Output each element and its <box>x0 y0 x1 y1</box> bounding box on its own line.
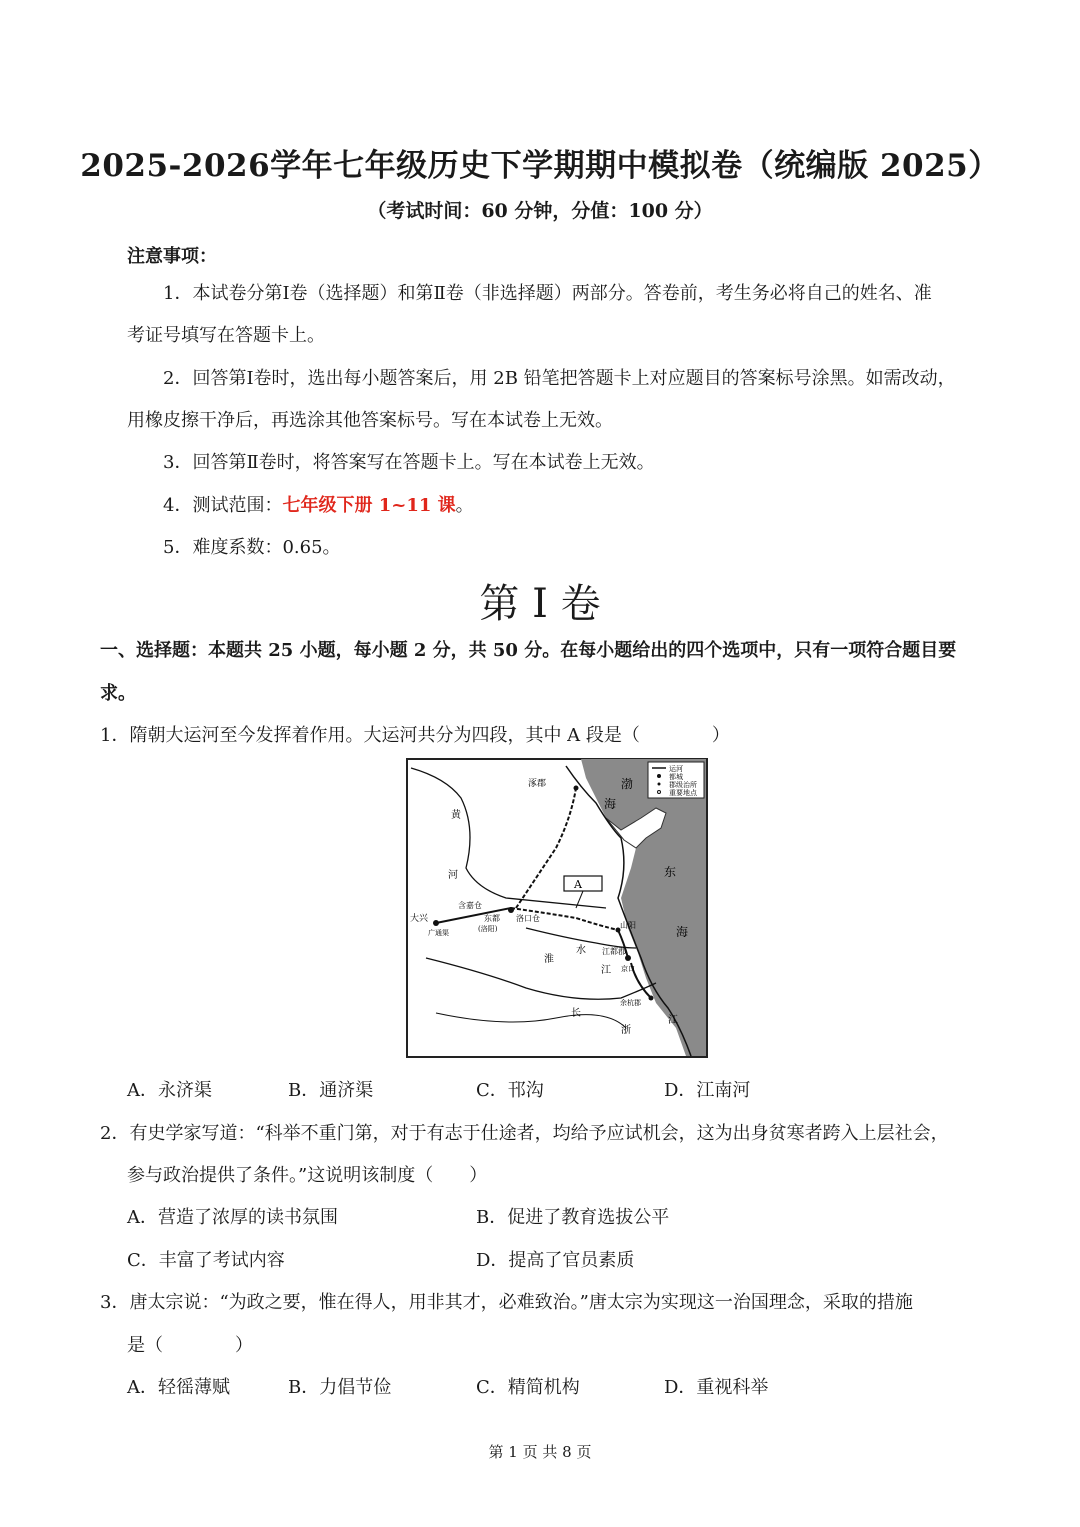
place-daxing: 大兴 <box>410 914 429 924</box>
notice-item-4 <box>163 496 474 516</box>
exam-info: （考试时间：60 分钟，分值：100 分） <box>367 200 713 222</box>
river-label-huang: 黄 <box>451 810 461 821</box>
place-luokoucang: 洛口仓 <box>516 914 540 923</box>
question-2-stem: 2．有史学家写道：“科举不重门第，对于有志于仕途者，均给予应试机会，这为出身贫寒者跨入上层社会， <box>100 1123 949 1144</box>
canal-a-box <box>564 876 602 891</box>
legend-capital: 都城 <box>669 773 683 781</box>
q1-option-b: B．通济渠 <box>288 1080 374 1101</box>
place-jingkou: 京口 <box>621 965 635 973</box>
q2-option-d: D．提高了官员素质 <box>476 1250 635 1271</box>
notice-item-1: 1．本试卷分第Ⅰ卷（选择题）和第Ⅱ卷（非选择题）两部分。答卷前，考生务必将自己的姓名、准 <box>163 283 932 304</box>
river-label-zhe: 浙 <box>621 1025 631 1036</box>
river-label-chang: 长 <box>571 1008 581 1019</box>
river-label-jiang-2: 江 <box>668 1015 678 1026</box>
q2-option-a: A．营造了浓厚的读书氛围 <box>127 1207 338 1228</box>
notice-item-2-cont: 用橡皮擦干净后，再选涂其他答案标号。写在本试卷上无效。 <box>127 410 613 431</box>
place-luoyang: (洛阳) <box>478 925 498 933</box>
page-title: 2025-2026学年七年级历史下学期期中模拟卷（统编版 2025） <box>80 148 1000 184</box>
question-3-stem: 3．唐太宗说：“为政之要，惟在得人，用非其才，必难致治。”唐太宗为实现这一治国理念，采取的措施 <box>100 1292 913 1313</box>
place-yuhang: 余杭郡 <box>620 999 641 1007</box>
place-hanjiacang: 含嘉仓 <box>458 901 482 910</box>
river-label-shui: 水 <box>576 945 586 956</box>
notice-item-3: 3．回答第Ⅱ卷时，将答案写在答题卡上。写在本试卷上无效。 <box>163 452 655 473</box>
place-zhuojun: 涿郡 <box>528 779 547 789</box>
page-footer: 第 1 页 共 8 页 <box>488 1443 592 1461</box>
sea-label-dong: 东 <box>664 865 677 879</box>
place-shanyang: 山阳 <box>620 921 636 930</box>
zhuojun-dot <box>574 786 579 791</box>
test-scope: 七年级下册 1~11 课 <box>282 495 456 516</box>
q2-option-b: B．促进了教育选拔公平 <box>476 1207 670 1228</box>
notice-heading: 注意事项： <box>127 246 217 267</box>
q1-option-a: A．永济渠 <box>127 1080 212 1101</box>
river-label-jiang: 江 <box>601 965 611 976</box>
notice-item-5: 5．难度系数：0.65。 <box>163 537 341 558</box>
legend-commandery: 郡级治所 <box>669 781 697 789</box>
legend-important: 重要地点 <box>669 789 697 797</box>
luoyang-dot <box>508 907 514 913</box>
daxing-dot <box>433 920 439 926</box>
q3-option-b: B．力倡节俭 <box>288 1377 392 1398</box>
section-heading-cont: 求。 <box>100 683 136 704</box>
section-heading: 一、选择题：本题共 25 小题，每小题 2 分，共 50 分。在每小题给出的四个选项中，只有一项符合题目要 <box>100 640 957 661</box>
q3-option-c: C．精简机构 <box>476 1377 580 1398</box>
legend-canal: 运河 <box>669 765 683 773</box>
q1-option-c: C．邗沟 <box>476 1080 544 1101</box>
notice-item-1-cont: 考证号填写在答题卡上。 <box>127 325 325 346</box>
place-guangtong: 广通渠 <box>428 929 449 937</box>
question-2-stem-cont: 参与政治提供了条件。”这说明该制度（ ） <box>127 1165 488 1186</box>
place-dongdu: 东都 <box>484 914 500 923</box>
q1-option-d: D．江南河 <box>664 1080 751 1101</box>
canal-a-label: A <box>574 878 582 891</box>
q3-option-a: A．轻徭薄赋 <box>127 1377 230 1398</box>
river-label-he: 河 <box>448 870 458 881</box>
notice-item-4-suffix: 。 <box>455 495 474 516</box>
place-jiangdu: 江都郡 <box>602 947 626 956</box>
notice-item-4-prefix: 4．测试范围： <box>163 495 283 516</box>
q3-option-d: D．重视科举 <box>664 1377 769 1398</box>
q2-option-c: C．丰富了考试内容 <box>127 1250 285 1271</box>
question-3-stem-cont: 是（ ） <box>127 1335 253 1356</box>
sea-label-bo: 渤 <box>621 777 634 791</box>
volume-title: 第 I 卷 <box>479 581 601 627</box>
sea-label-hai-2: 海 <box>676 925 689 939</box>
yuhang-dot <box>649 996 654 1001</box>
river-label-huai: 淮 <box>544 954 554 965</box>
sea-label-hai-1: 海 <box>604 797 617 811</box>
question-1-stem: 1．隋朝大运河至今发挥着作用。大运河共分为四段，其中 A 段是（ ） <box>100 725 730 746</box>
grand-canal-map <box>406 758 708 1058</box>
notice-item-2: 2．回答第Ⅰ卷时，选出每小题答案后，用 2B 铅笔把答题卡上对应题目的答案标号涂黑。如需改动， <box>163 368 956 389</box>
